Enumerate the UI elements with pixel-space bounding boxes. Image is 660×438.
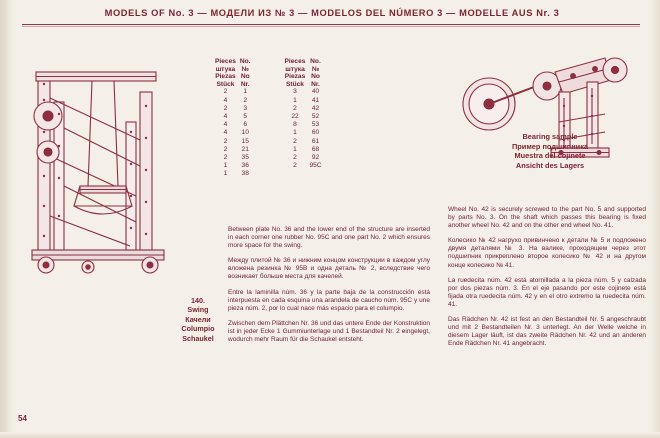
right-paragraph-ru: Колесико № 42 нагрухо привинчено к детали № 5 и подложено двумя деталями № 3. На валике, проходящем через этот подшипник прикреплено второе колесико № 42 и на другом конце колесико № 41. [448, 237, 646, 269]
table-row [213, 129, 324, 137]
figure-caption-ru: Качели [185, 314, 211, 324]
table-row [213, 113, 324, 121]
cell-no: 10 [241, 129, 249, 137]
cell-qty: 4 [223, 112, 228, 120]
cell-qty: 2 [223, 154, 228, 161]
middle-paragraph-en: Between plate No. 36 and the lower end of the structure are inserted in each corner one rubber No. 95C and one part No. 2 which ensures more space for the swing. [228, 226, 430, 250]
parts-table [213, 58, 324, 179]
bearing-caption-de: Ansicht des Lagers [515, 160, 585, 170]
spacer [253, 146, 283, 154]
cell-no: 6 [243, 121, 248, 129]
right-paragraph-en: Wheel No. 42 is securely screwed to the part No. 5 and supported by parts No. 3. On the shaft which passes this bearing is fixed another wheel No. 42 and on the other end wheel No. 41. [448, 206, 646, 230]
spacer [253, 170, 283, 178]
cell-qty: 1 [223, 162, 228, 170]
spacer [253, 113, 283, 121]
cell-no: 36 [241, 162, 249, 170]
table-row [213, 88, 324, 96]
middle-paragraph-de: Zwischen dem Plättchen Nr. 36 und das untere Ende der Konstruktion ist in jeder Ecke 1 Gummiunterlage und 1 Bestandteil Nr. 2 eingelegt, wodurch mehr Raum für die Schaukel entsteht. [228, 319, 430, 344]
parts-header-left-qty: Pieces штука Piezas Stück [215, 58, 236, 88]
cell-qty: 2 [223, 88, 228, 96]
parts-table-gap [253, 58, 283, 88]
page-edge-right [650, 0, 660, 438]
cell-qty: 1 [293, 129, 297, 137]
cell-no: 52 [311, 112, 320, 120]
figure-caption-de: Schaukel [182, 333, 214, 343]
cell-qty: 2 [293, 104, 297, 112]
cell-qty: 4 [223, 96, 228, 104]
spacer [253, 129, 283, 137]
cell-no: 1 [243, 88, 248, 96]
table-header-row [213, 58, 324, 88]
middle-paragraph-ru: Между плитой № 36 и нижним концом конструкции в каждом углу вложена резинка № 95В и одна деталь № 2, вследствие чего возникает больше места для качелей. [228, 257, 430, 281]
cell-no: 3 [243, 104, 248, 112]
parts-header-right-no: No. № No Nr. [310, 58, 321, 88]
page-edge-bottom [0, 432, 660, 438]
spacer [253, 97, 283, 105]
figure-number: 140. [191, 296, 205, 305]
parts-header-left-no: No. № No Nr. [239, 58, 251, 88]
table-row [213, 121, 324, 129]
cell-qty: 8 [293, 121, 297, 129]
middle-paragraph-es: Entre la laminilla núm. 36 y la parte baja de la construcción está interpuesta en cada esquina una arandela de caucho núm. 95C y une pieza núm. 2, por lo cual nace más espacio para el columpio. [228, 288, 430, 312]
table-row [213, 97, 324, 105]
cell-no: 41 [311, 96, 320, 104]
spacer [253, 154, 283, 162]
cell-qty: 1 [293, 96, 297, 104]
cell-no: 53 [311, 121, 320, 129]
page-edge-left [0, 0, 14, 438]
cell-qty: 2 [293, 137, 297, 145]
parts-list-table [213, 58, 324, 179]
spacer [253, 121, 283, 129]
cell-no: 15 [241, 137, 249, 145]
right-paragraph-es: La ruedecita núm. 42 está atornillada a la pieza núm. 5 y calzada por dos piezas núm. 3. En el eje pasando por este cojinete está fijada otra ruedecita núm. 42 y en el otro extremo la ruedecita núm. 41. [448, 276, 646, 308]
cell-no: 60 [311, 129, 320, 137]
right-paragraph-de: Das Rädchen Nr. 42 ist fest an den Bestandteil Nr. 5 angeschraubt und mit 2 Bestandteilen Nr. 3 unterlegt. An der Welle welche in diesem Lager läuft, ist das zweite Rädchen Nr. 42 und an anderen Ende Rädchen Nr. 41 angebracht. [448, 316, 646, 348]
cell-qty: 2 [223, 145, 228, 153]
header-rule [22, 24, 640, 25]
table-row [213, 105, 324, 113]
bearing-sample-caption [470, 132, 630, 170]
spacer [253, 88, 283, 96]
cell-no: 38 [241, 170, 249, 178]
bearing-caption-es: Muestra del cojinete [514, 151, 586, 161]
cell-no: 40 [311, 88, 320, 96]
cell-qty: 3 [293, 88, 297, 96]
header-rule-secondary [22, 26, 640, 27]
cell-qty: 4 [223, 121, 228, 129]
cell-qty: 1 [293, 145, 297, 153]
cell-no: 61 [311, 137, 320, 145]
cell-no: 5 [243, 112, 248, 120]
page-header-title: MODELS OF No. 3 — МОДЕЛИ ИЗ № 3 — MODELOS DEL NÚMERO 3 — MODELLE AUS Nr. 3 [104, 8, 560, 18]
cell-qty: 2 [293, 154, 297, 161]
cell-qty: 4 [223, 129, 228, 137]
bearing-caption-ru: Пример подшипника [511, 141, 589, 151]
spacer [253, 105, 283, 113]
cell-no: 42 [311, 104, 320, 112]
middle-text-column [228, 226, 430, 351]
figure-caption-en: Swing [187, 305, 209, 315]
spacer [253, 138, 283, 146]
parts-header-right-qty: Pieces штука Piezas Stück [284, 58, 306, 88]
table-row [213, 170, 324, 178]
page-number: 54 [18, 414, 27, 423]
cell-qty: 2 [223, 137, 228, 145]
cell-qty: 22 [291, 112, 299, 120]
bearing-caption-en: Bearing sample [522, 132, 578, 141]
spacer [307, 170, 323, 178]
cell-no: 68 [311, 145, 320, 153]
right-text-column [448, 206, 646, 355]
cell-no: 95C [309, 162, 322, 170]
swing-model-illustration [18, 36, 198, 296]
cell-qty: 1 [223, 170, 228, 178]
table-row [213, 154, 324, 162]
table-row [213, 138, 324, 146]
table-row [213, 162, 324, 170]
cell-no: 21 [241, 145, 249, 153]
spacer [283, 170, 308, 178]
cell-no: 2 [243, 96, 248, 104]
cell-no: 92 [311, 154, 320, 161]
figure-caption-es: Columpio [181, 324, 215, 334]
cell-no: 35 [241, 154, 249, 161]
table-row [213, 146, 324, 154]
spacer [253, 162, 283, 170]
cell-qty: 2 [223, 104, 228, 112]
cell-qty: 2 [293, 162, 297, 170]
